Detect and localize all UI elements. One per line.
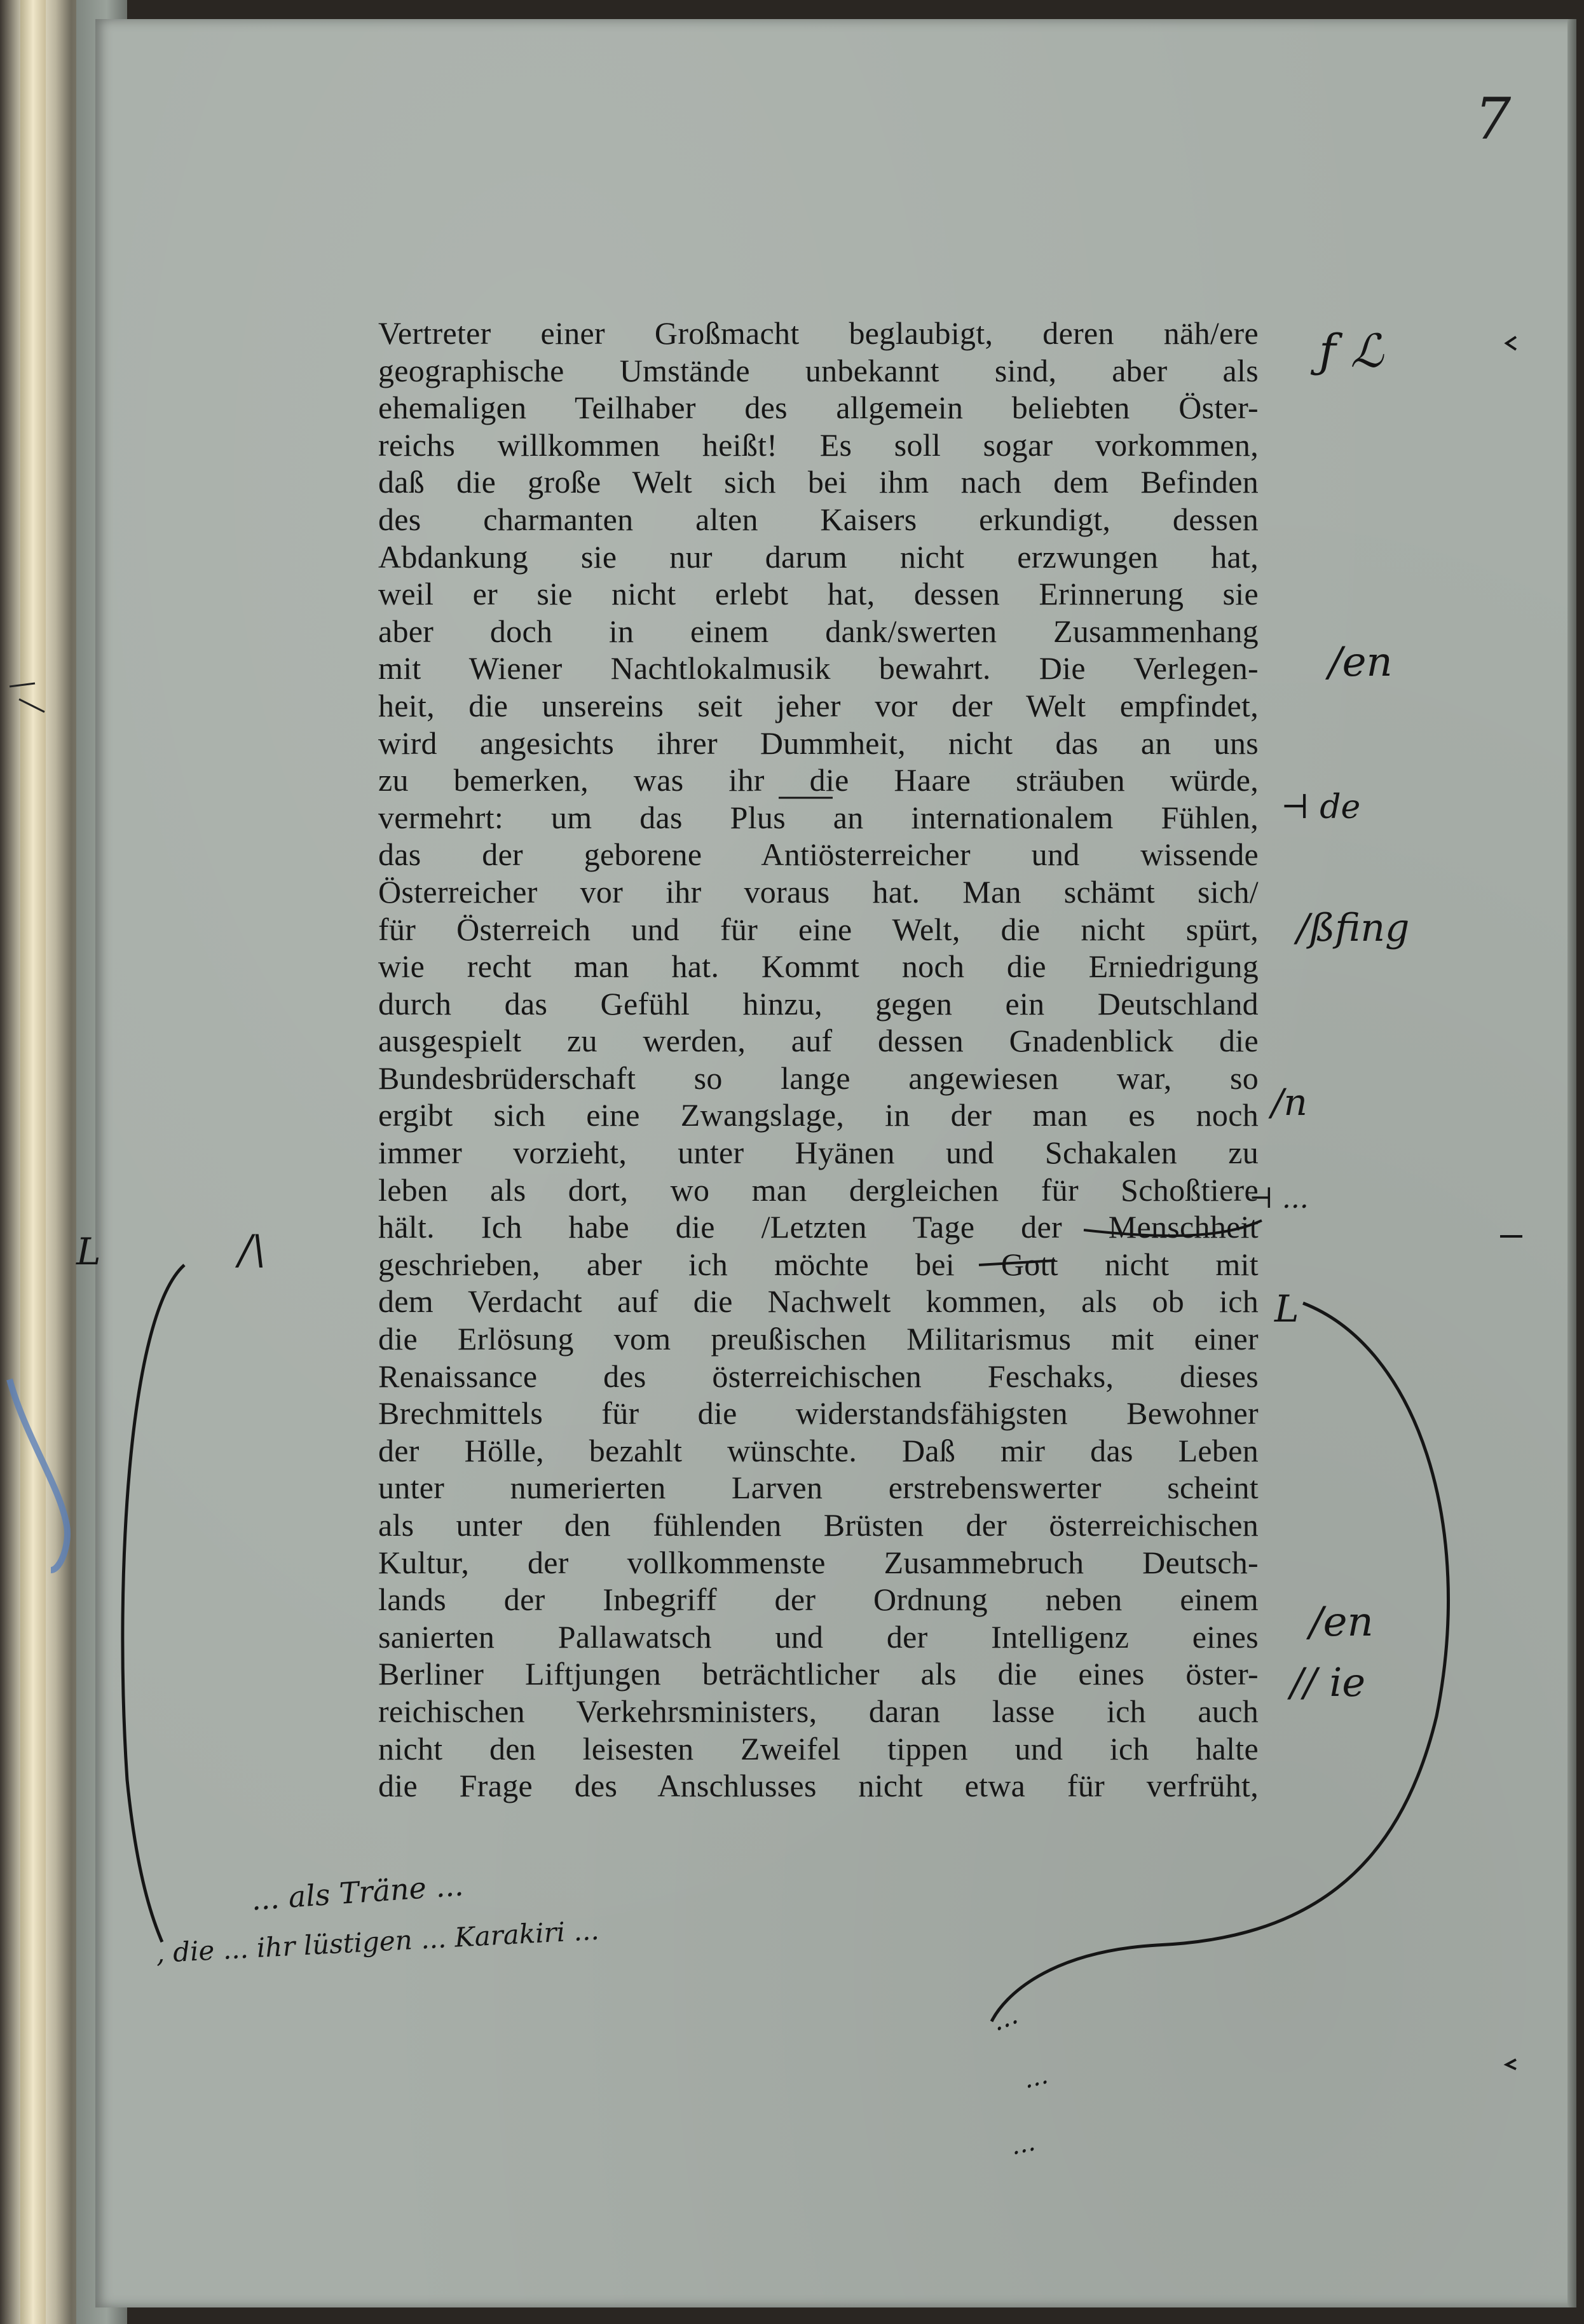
text-line: immer vorzieht, unter Hyänen und Schakalen zu bbox=[378, 1135, 1259, 1171]
text-line: vermehrt: um das Plus an internationalem Fühlen, bbox=[378, 799, 1259, 835]
text-line: die Frage des Anschlusses nicht etwa für verfrüht, bbox=[378, 1768, 1259, 1804]
text-line: hält. Ich habe die /Letzten Tage der Menschheit bbox=[378, 1209, 1259, 1245]
strike-line bbox=[1084, 1220, 1262, 1236]
text-line: Abdankung sie nur darum nicht erzwungen hat, bbox=[378, 538, 1259, 575]
text-line: nicht den leisesten Zweifel tippen und ich halte bbox=[378, 1730, 1259, 1767]
margin-note: // ie bbox=[1290, 1659, 1366, 1705]
text-line: Vertreter einer Großmacht beglaubigt, deren näh/ere bbox=[378, 315, 1259, 351]
margin-note: ... bbox=[987, 1999, 1022, 2037]
text-line: reichischen Verkehrsministers, daran lasse ich auch bbox=[378, 1693, 1259, 1729]
text-line: die Erlösung vom preußischen Militarismus mit einer bbox=[378, 1321, 1259, 1357]
margin-note: L bbox=[76, 1230, 101, 1273]
margin-note: /en bbox=[1309, 1599, 1374, 1646]
margin-note: /\ bbox=[238, 1227, 266, 1274]
stray-mark bbox=[10, 683, 44, 712]
text-line: sanierten Pallawatsch und der Intelligenz eines bbox=[378, 1618, 1259, 1655]
page-number: 7 bbox=[1475, 86, 1512, 153]
text-line: Kultur, der vollkommenste Zusammebruch Deutsch- bbox=[378, 1544, 1259, 1580]
text-line: wie recht man hat. Kommt noch die Erniedrigung bbox=[378, 948, 1259, 985]
margin-note: ... als Träne ... bbox=[250, 1868, 465, 1917]
text-line: geschrieben, aber ich möchte bei Gott nicht mit bbox=[378, 1246, 1259, 1282]
text-line: ergibt sich eine Zwangslage, in der man es noch bbox=[378, 1097, 1259, 1133]
strike-line bbox=[979, 1261, 1055, 1265]
bracket-left bbox=[123, 1265, 184, 1942]
text-line: heit, die unsereins seit jeher vor der Welt empfindet, bbox=[378, 687, 1259, 723]
text-line: reichs willkommen heißt! Es soll sogar vorkommen, bbox=[378, 427, 1259, 463]
margin-note: /n bbox=[1271, 1081, 1307, 1124]
text-line: aber doch in einem dank/swerten Zusammenhang bbox=[378, 613, 1259, 649]
text-line: zu bemerken, was ihr die Haare sträuben würde, bbox=[378, 762, 1259, 798]
text-line: Brechmittels für die widerstandsfähigsten Bewohner bbox=[378, 1395, 1259, 1432]
text-line: dem Verdacht auf die Nachwelt kommen, als ob ich bbox=[378, 1283, 1259, 1320]
text-line: wird angesichts ihrer Dummheit, nicht das an uns bbox=[378, 725, 1259, 761]
margin-note: L bbox=[1274, 1287, 1299, 1330]
text-line: des charmanten alten Kaisers erkundigt, dessen bbox=[378, 501, 1259, 537]
text-line: ausgespielt zu werden, auf dessen Gnadenblick die bbox=[378, 1023, 1259, 1059]
text-line: der Hölle, bezahlt wünschte. Daß mir das Leben bbox=[378, 1432, 1259, 1468]
text-line: ehemaligen Teilhaber des allgemein beliebten Öster- bbox=[378, 390, 1259, 426]
text-line: mit Wiener Nachtlokalmusik bewahrt. Die Verlegen- bbox=[378, 650, 1259, 687]
margin-note: /en bbox=[1328, 639, 1393, 686]
text-line: weil er sie nicht erlebt hat, dessen Erinnerung sie bbox=[378, 576, 1259, 612]
text-line: für Österreich und für eine Welt, die nicht spürt, bbox=[378, 911, 1259, 947]
text-line: Österreicher vor ihr voraus hat. Man schämt sich/ bbox=[378, 873, 1259, 910]
margin-note: ⊣ ... bbox=[1249, 1182, 1309, 1215]
text-line: daß die große Welt sich bei ihm nach dem Befinden bbox=[378, 464, 1259, 500]
margin-note: , die ... ihr lüstigen ... Karakiri ... bbox=[155, 1914, 600, 1969]
margin-note: ... bbox=[1007, 2127, 1038, 2161]
text-line: durch das Gefühl hinzu, gegen ein Deutschland bbox=[378, 985, 1259, 1022]
text-line: Bundesbrüderschaft so lange angewiesen war, so bbox=[378, 1060, 1259, 1096]
text-line: Berliner Liftjungen beträchtlicher als die eines öster- bbox=[378, 1656, 1259, 1692]
margin-note: ƒ ℒ bbox=[1319, 324, 1384, 378]
text-line: lands der Inbegriff der Ordnung neben einem bbox=[378, 1582, 1259, 1618]
margin-note: /ßfing bbox=[1297, 906, 1410, 950]
text-line: unter numerierten Larven erstrebenswerter scheint bbox=[378, 1470, 1259, 1506]
text-line: geographische Umstände unbekannt sind, aber als bbox=[378, 352, 1259, 388]
bracket-right bbox=[992, 1303, 1449, 2021]
blue-pencil-mark bbox=[10, 1379, 67, 1570]
text-line: leben als dort, wo man dergleichen für Schoßtiere bbox=[378, 1172, 1259, 1208]
text-line: als unter den fühlenden Brüsten der österreichischen bbox=[378, 1507, 1259, 1543]
tick-mark bbox=[1506, 337, 1516, 350]
text-line: Renaissance des österreichischen Feschaks, dieses bbox=[378, 1358, 1259, 1394]
margin-note: ... bbox=[1020, 2060, 1051, 2095]
tick-mark bbox=[1506, 2060, 1516, 2069]
margin-note: ⊣ de bbox=[1281, 788, 1361, 826]
text-line: das der geborene Antiösterreicher und wissende bbox=[378, 837, 1259, 873]
